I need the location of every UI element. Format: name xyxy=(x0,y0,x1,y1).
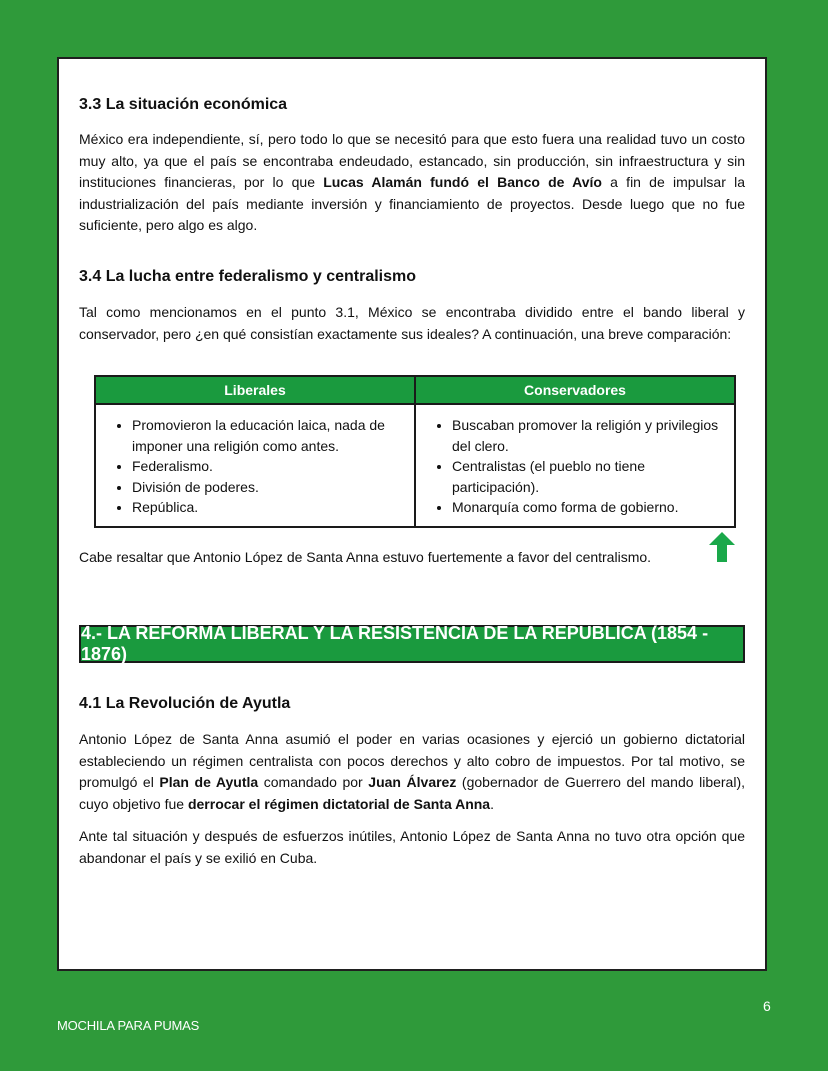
conservadores-cell xyxy=(415,404,735,527)
section-3-4-intro: Tal como mencionamos en el punto 3.1, México se encontraba dividido entre el bando liberal y conservador, pero ¿en qué consistían exactamente sus ideales? A continuación, una breve comparación: xyxy=(79,304,745,342)
page-number: 6 xyxy=(763,998,771,1014)
liberales-item: • Federalismo. xyxy=(132,456,406,477)
table-header-conservadores: Conservadores xyxy=(415,376,735,404)
liberales-item: • Promovieron la educación laica, nada de imponer una religión como antes. xyxy=(132,415,406,456)
up-arrow-icon xyxy=(709,532,735,562)
section-4-1-paragraph-1: Antonio López de Santa Anna asumió el poder en varias ocasiones y ejerció un gobierno dictatorial estableciendo un régimen centralista con pocos derechos y alto cobro de impuestos. Por tal motivo, se promulgó el Plan de Ayutla comandado por Juan Álvarez (gobernador de Guerrero del mando liberal), cuyo objetivo fue derrocar el régimen dictatorial de Santa Anna. xyxy=(79,731,746,812)
conservadores-item: • Monarquía como forma de gobierno. xyxy=(452,497,726,518)
section-4-banner-title: 4.- LA REFORMA LIBERAL Y LA RESISTENCIA DE LA REPÚBLICA (1854 - 1876) xyxy=(81,623,709,664)
section-4-banner xyxy=(79,625,745,663)
section-3-4-heading: 3.4 La lucha entre federalismo y centralismo xyxy=(79,268,417,285)
section-3-3-paragraph: México era independiente, sí, pero todo lo que se necesitó para que esto fuera una realidad tuvo un costo muy alto, ya que el país se encontraba endeudado, estancado, sin producción, sin infraestructura y sin instituciones financieras, por lo que Lucas Alamán fundó el Banco de Avío a fin de impulsar la industrialización del país mediante inversión y financiamiento de proyectos. Desde luego que no fue suficiente, pero algo es algo. xyxy=(79,131,745,233)
footer-brand: MOCHILA PARA PUMAS xyxy=(57,1018,200,1033)
section-4-1-paragraph-2: Ante tal situación y después de esfuerzos inútiles, Antonio López de Santa Anna no tuvo otra opción que abandonar el país y se exilió en Cuba. xyxy=(79,828,745,866)
table-header-liberales: Liberales xyxy=(95,376,415,404)
liberales-list xyxy=(104,415,406,518)
liberales-item: • República. xyxy=(132,497,406,518)
comparison-table xyxy=(94,375,736,528)
conservadores-item: • Centralistas (el pueblo no tiene participación). xyxy=(452,456,726,497)
conservadores-list xyxy=(424,415,726,518)
conservadores-item: • Buscaban promover la religión y privilegios del clero. xyxy=(452,415,726,456)
centralism-note: Cabe resaltar que Antonio López de Santa Anna estuvo fuertemente a favor del centralismo. xyxy=(79,549,652,565)
document-page xyxy=(57,57,767,971)
liberales-item: • División de poderes. xyxy=(132,477,406,498)
section-4-1-heading: 4.1 La Revolución de Ayutla xyxy=(79,695,291,712)
section-3-3-heading: 3.3 La situación económica xyxy=(79,96,288,113)
liberales-cell xyxy=(95,404,415,527)
